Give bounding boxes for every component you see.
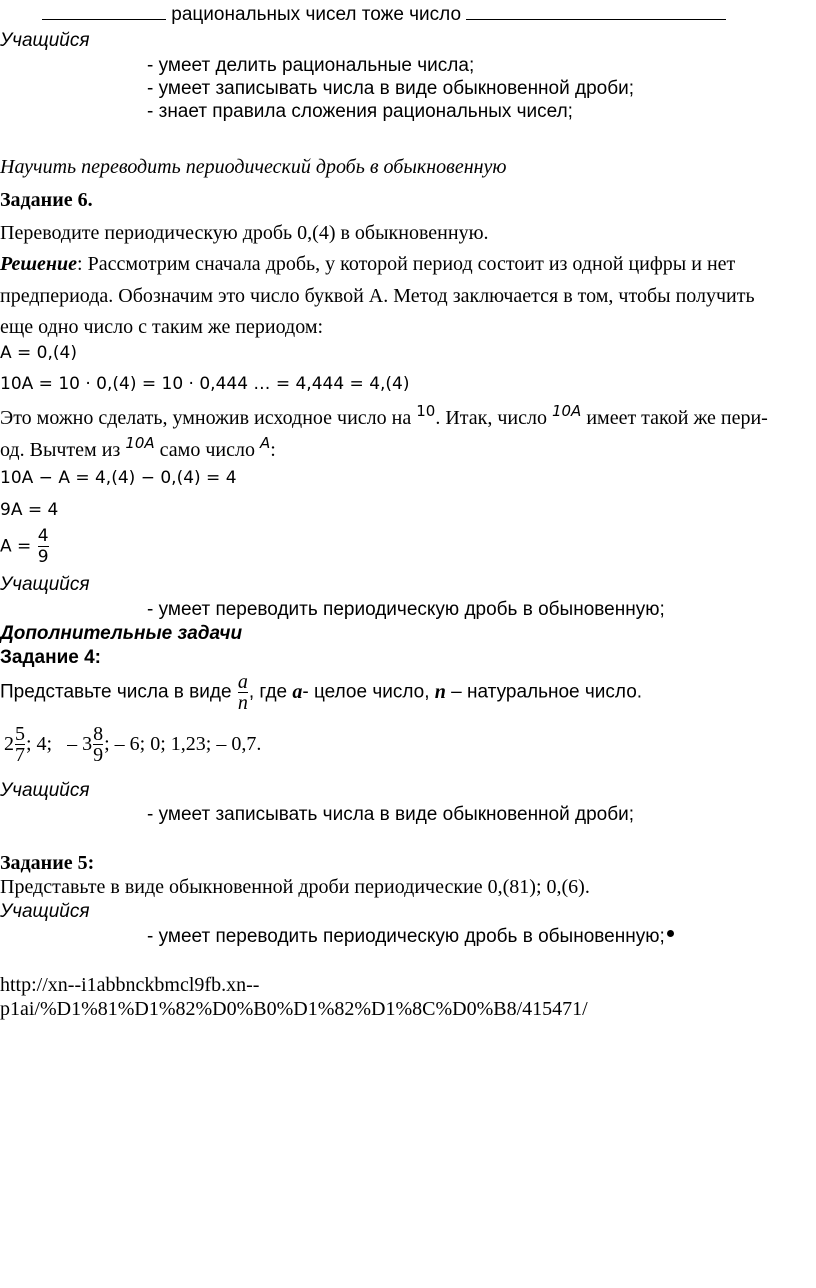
lesson-goal: Научить переводить периодический дробь в обыкновенную: [0, 156, 507, 178]
blank-right: [466, 19, 726, 20]
task-4-text-a: Представьте числа в виде: [0, 681, 237, 703]
student-label: Учащийся: [0, 780, 90, 801]
task-4-text-c: - целое число,: [302, 681, 435, 703]
task-4-numbers: [4, 724, 261, 765]
skill-item: - умеет записывать числа в виде обыкновенной дроби;: [147, 804, 635, 825]
fraction: [93, 724, 103, 765]
student-label: Учащийся: [0, 901, 90, 922]
number-separator: ; 4; – 3: [26, 733, 93, 755]
inline-formula: A: [259, 434, 271, 452]
solution-line-1: [0, 253, 735, 276]
task-4-text-b: , где: [248, 681, 293, 703]
para-text: :: [270, 439, 276, 461]
fraction-denominator: 7: [15, 744, 25, 766]
task-4-text-d: – натуральное число.: [445, 681, 643, 703]
task-6-title: Задание 6.: [0, 189, 93, 211]
para-text: само число: [154, 439, 260, 461]
equation-1: A = 0,(4): [0, 343, 77, 363]
inline-formula: 10A: [125, 434, 155, 452]
skill-item: [147, 926, 674, 948]
fraction-numerator: 4: [37, 526, 49, 546]
number-rest: ; – 6; 0; 1,23; – 0,7.: [104, 733, 262, 755]
skill-item: - умеет записывать числа в виде обыкновенной дроби;: [147, 78, 635, 99]
skill-item: - умеет делить рациональные числа;: [147, 55, 475, 76]
var-n: n: [434, 681, 446, 703]
fraction-numerator: 5: [15, 723, 25, 745]
skill-item: - умеет переводить периодическую дробь в обыновенную;: [147, 599, 665, 620]
fraction-a-over-n: [238, 672, 248, 713]
fraction: [15, 724, 25, 765]
equation-3: 10A − A = 4,(4) − 0,(4) = 4: [0, 468, 237, 488]
task-4-text: [0, 672, 642, 713]
para-text: од. Вычтем из: [0, 439, 126, 461]
para-text: . Итак, число: [435, 407, 552, 429]
student-label: Учащийся: [0, 30, 90, 51]
fraction-numerator: 8: [93, 723, 104, 745]
inline-formula: 10A: [551, 402, 582, 420]
fraction: [38, 526, 49, 567]
para-text: имеет такой же пери-: [581, 407, 768, 429]
fraction-denominator: 9: [93, 744, 104, 766]
fraction-denominator: 9: [37, 547, 49, 567]
bullet-dot-icon: [667, 930, 674, 937]
eq5-lhs: A =: [0, 536, 32, 557]
top-line: [42, 4, 726, 26]
source-link-line-1[interactable]: http://xn--i1abbnckbmcl9fb.xn--: [0, 974, 260, 996]
solution-line-2: предпериода. Обозначим это число буквой А. Метод заключается в том, чтобы получить: [0, 285, 755, 307]
source-link-line-2[interactable]: p1ai/%D1%81%D1%82%D0%B0%D1%82%D1%8C%D0%B8/415471/: [0, 998, 588, 1020]
solution-label: Решение: [0, 253, 78, 275]
equation-4: 9A = 4: [0, 500, 59, 520]
solution-text-1: : Рассмотрим сначала дробь, у которой период состоит из одной цифры и нет: [77, 253, 736, 275]
task-5-title: Задание 5:: [0, 852, 95, 874]
equation-5: [0, 526, 50, 567]
student-label: Учащийся: [0, 574, 90, 595]
skill-text: - умеет переводить периодическую дробь в обыновенную;: [147, 926, 665, 947]
paragraph-multiply: [0, 402, 768, 430]
fraction-numerator: a: [237, 671, 248, 693]
task-5-text: Представьте в виде обыкновенной дроби периодические 0,(81); 0,(6).: [0, 876, 590, 898]
task-4-title: Задание 4:: [0, 647, 101, 668]
equation-2: 10A = 10 · 0,(4) = 10 · 0,444 … = 4,444 = 4,(4): [0, 374, 410, 394]
skill-item: - знает правила сложения рациональных чисел;: [147, 101, 573, 122]
fraction-denominator: n: [237, 692, 248, 714]
inline-formula: 10: [416, 402, 436, 420]
additional-heading: Дополнительные задачи: [0, 623, 243, 644]
paragraph-subtract: [0, 434, 276, 462]
top-line-text: рациональных чисел тоже число: [171, 4, 462, 25]
solution-line-3: еще одно число с таким же периодом:: [0, 316, 324, 338]
task-6-text: Переводите периодическую дробь 0,(4) в обыкновенную.: [0, 222, 489, 244]
para-text: Это можно сделать, умножив исходное число на: [0, 407, 417, 429]
number-whole: 2: [4, 733, 14, 755]
blank-left: [42, 19, 166, 20]
var-a: a: [292, 681, 303, 703]
